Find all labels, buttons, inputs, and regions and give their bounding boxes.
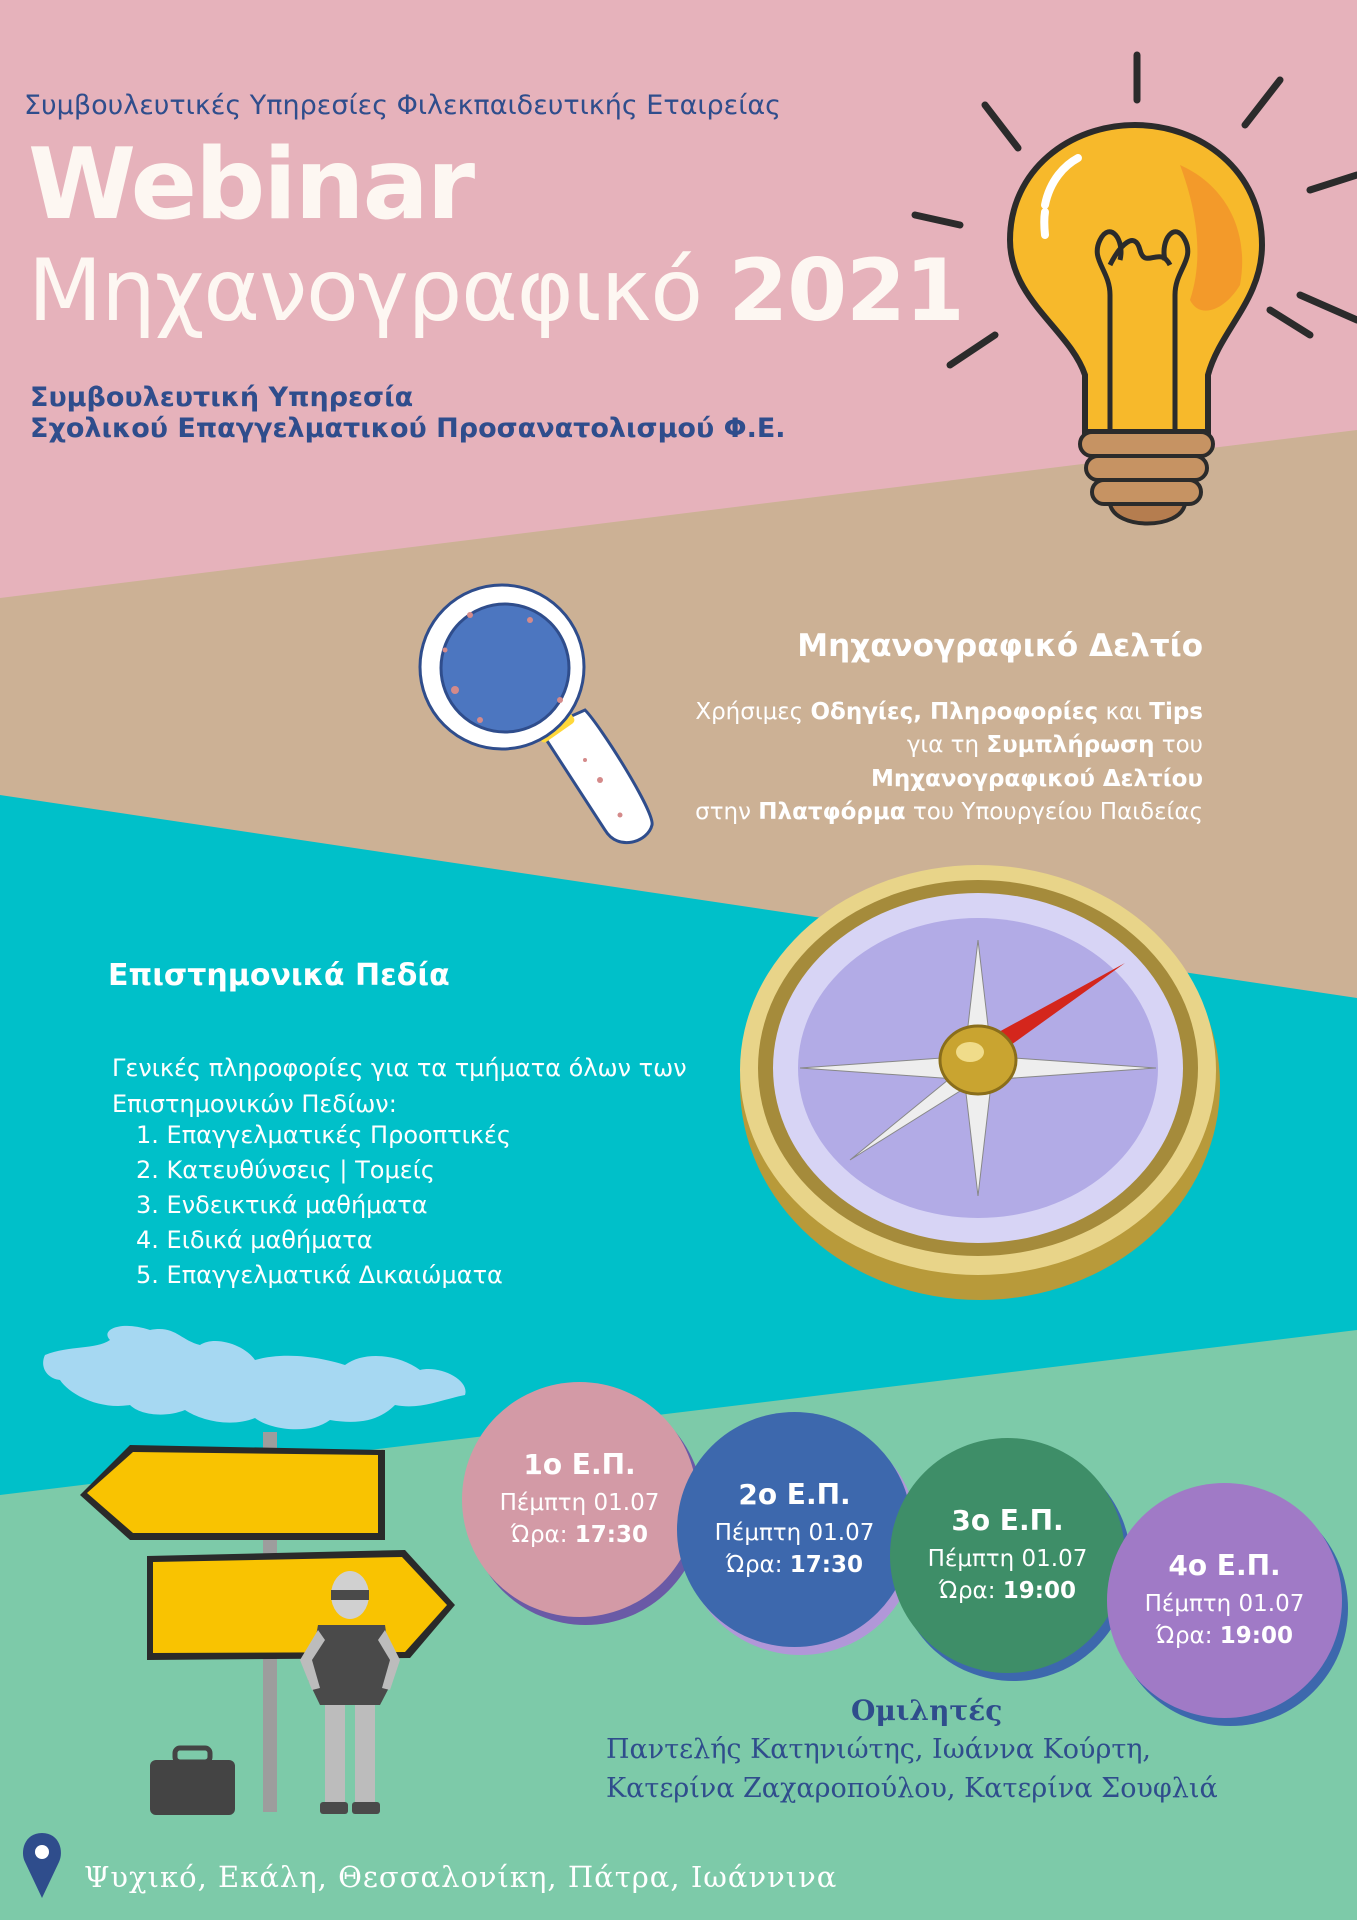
subtitle-text: Μηχανογραφικό: [28, 241, 703, 341]
session-name: 3ο Ε.Π.: [951, 1503, 1064, 1537]
locations-text: Ψυχικό, Εκάλη, Θεσσαλονίκη, Πάτρα, Ιωάννινα: [84, 1860, 838, 1894]
service-name: [30, 382, 786, 444]
session-name: 4ο Ε.Π.: [1168, 1548, 1281, 1582]
speakers-line-1: Παντελής Κατηνιώτης, Ιωάννα Κούρτη,: [606, 1734, 1152, 1765]
session-name: 2ο Ε.Π.: [738, 1477, 851, 1511]
form-text-line-4: στην Πλατφόρμα του Υπουργείου Παιδείας: [695, 799, 1203, 826]
list-item: 3. Ενδεικτικά μαθήματα: [136, 1191, 428, 1219]
form-text-line-2: για τη Συμπλήρωση του: [906, 732, 1203, 759]
list-item: 5. Επαγγελματικά Δικαιώματα: [136, 1261, 503, 1289]
session-time: Ώρα: 19:00: [1155, 1623, 1294, 1649]
service-line-2: Σχολικού Επαγγελματικού Προσανατολισμού Φ.Ε.: [30, 413, 786, 445]
list-item: 4. Ειδικά μαθήματα: [136, 1226, 373, 1254]
scientific-fields-intro: Γενικές πληροφορίες για τα τμήματα όλων των Επιστημονικών Πεδίων:: [112, 1054, 687, 1118]
scientific-fields-title: Επιστημονικά Πεδία: [108, 958, 450, 993]
page-title: Webinar: [28, 128, 474, 242]
session-time: Ώρα: 17:30: [725, 1552, 864, 1578]
session-name: 1ο Ε.Π.: [523, 1447, 636, 1481]
page-subtitle: [28, 241, 964, 341]
compass-icon: [740, 865, 1220, 1300]
speakers-names: [606, 1730, 1218, 1808]
speakers-title: Ομιλητές: [851, 1694, 1003, 1727]
application-form-description: [695, 696, 1203, 829]
session-time: Ώρα: 19:00: [938, 1578, 1077, 1604]
session-circle-3: [890, 1438, 1125, 1673]
form-text-line-3: Μηχανογραφικού Δελτίου: [870, 765, 1203, 792]
session-circle-4: [1107, 1483, 1342, 1718]
session-circle-2: [677, 1412, 912, 1647]
session-circle-1: [462, 1382, 697, 1617]
session-date: Πέμπτη 01.07: [499, 1489, 660, 1516]
form-text-line-1: Χρήσιμες Οδηγίες, Πληροφορίες και Tips: [695, 699, 1203, 725]
service-line-1: Συμβουλευτική Υπηρεσία: [30, 382, 414, 413]
list-item: 2. Κατευθύνσεις | Τομείς: [136, 1156, 435, 1184]
subtitle-year: 2021: [728, 241, 964, 341]
session-time: Ώρα: 17:30: [510, 1522, 649, 1548]
session-date: Πέμπτη 01.07: [714, 1519, 875, 1546]
organization-name: Συμβουλευτικές Υπηρεσίες Φιλεκπαιδευτικής Εταιρείας: [24, 90, 782, 121]
speakers-line-2: Κατερίνα Ζαχαροπούλου, Κατερίνα Σουφλιά: [606, 1773, 1218, 1805]
application-form-title: Μηχανογραφικό Δελτίο: [797, 628, 1203, 664]
list-item: 1. Επαγγελματικές Προοπτικές: [136, 1121, 511, 1149]
scientific-fields-list: [136, 1118, 511, 1293]
session-date: Πέμπτη 01.07: [1144, 1590, 1305, 1617]
session-date: Πέμπτη 01.07: [927, 1545, 1088, 1572]
